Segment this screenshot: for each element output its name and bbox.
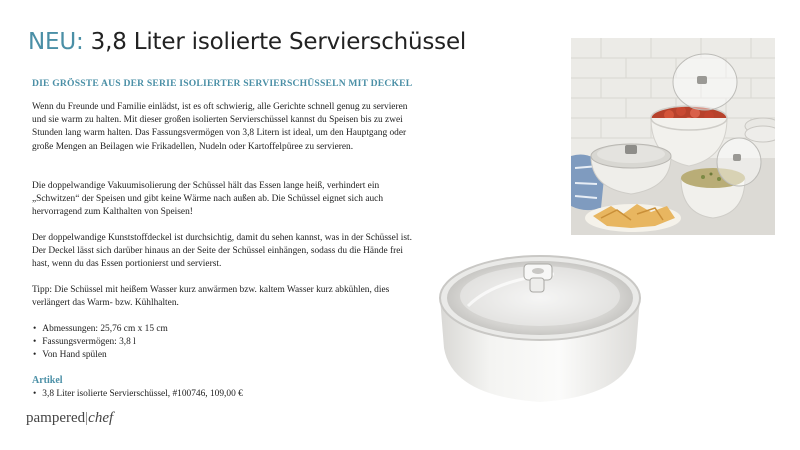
article-heading: Artikel xyxy=(32,375,63,386)
logo-part-chef: chef xyxy=(88,410,114,426)
spec-item-dimensions: • Abmessungen: 25,76 cm x 15 cm xyxy=(33,323,168,336)
logo-separator: | xyxy=(85,410,89,426)
paragraph-insulation: Die doppelwandige Vakuumisolierung der Schüssel hält das Essen lange heiß, verhindert ein „Schwitzen“ der Speisen und gibt keine Wärme nach außen ab. Die Schüssel eignet sich auch hervorragend zum Kalthalten von Speisen! xyxy=(32,181,384,218)
spec-item-capacity: • Fassungsvermögen: 3,8 l xyxy=(33,336,168,349)
page-subtitle: DIE GRÖSSTE AUS DER SERIE ISOLIERTER SERVIERSCHÜSSELN MIT DECKEL xyxy=(32,78,413,89)
title-text: 3,8 Liter isolierte Servierschüssel xyxy=(90,29,467,55)
paragraph-intro: Wenn du Freunde und Familie einlädst, ist es oft schwierig, alle Gerichte schnell genug zu servieren und sie warm zu halten. Mit dieser großen isolierten Servierschüssel kannst du Speisen bis zu zwei Stunden lang warm halten. Das Fassungsvermögen von 3,8 Litern ist ideal, um den Hauptgang oder große Mengen an Beilagen wie Frikadellen, Nudeln oder Kartoffelpüree zu servieren. xyxy=(32,102,408,152)
spec-item-care: • Von Hand spülen xyxy=(33,349,168,362)
product-bowl-image xyxy=(434,236,646,408)
title-new-label: NEU: xyxy=(28,29,84,55)
spec-list xyxy=(33,323,168,363)
article-item: • 3,8 Liter isolierte Servierschüssel, #100746, 109,00 € xyxy=(33,388,243,401)
article-list xyxy=(33,388,243,401)
logo-part-pampered: pampered xyxy=(26,410,86,426)
paragraph-tip: Tipp: Die Schüssel mit heißem Wasser kurz anwärmen bzw. kaltem Wasser kurz abkühlen, dies verlängert das Warm- bzw. Kühlhalten. xyxy=(32,285,390,309)
lifestyle-photo xyxy=(571,38,775,235)
page-title xyxy=(28,29,466,55)
pampered-chef-logo xyxy=(26,410,113,427)
paragraph-lid: Der doppelwandige Kunststoffdeckel ist durchsichtig, damit du sehen kannst, was in der Schüssel ist. Der Deckel lässt sich darüber hinaus an der Seite der Schüssel einhängen, sodass du die Hände frei hast, wenn du das Essen portionierst und servierst. xyxy=(32,233,412,270)
